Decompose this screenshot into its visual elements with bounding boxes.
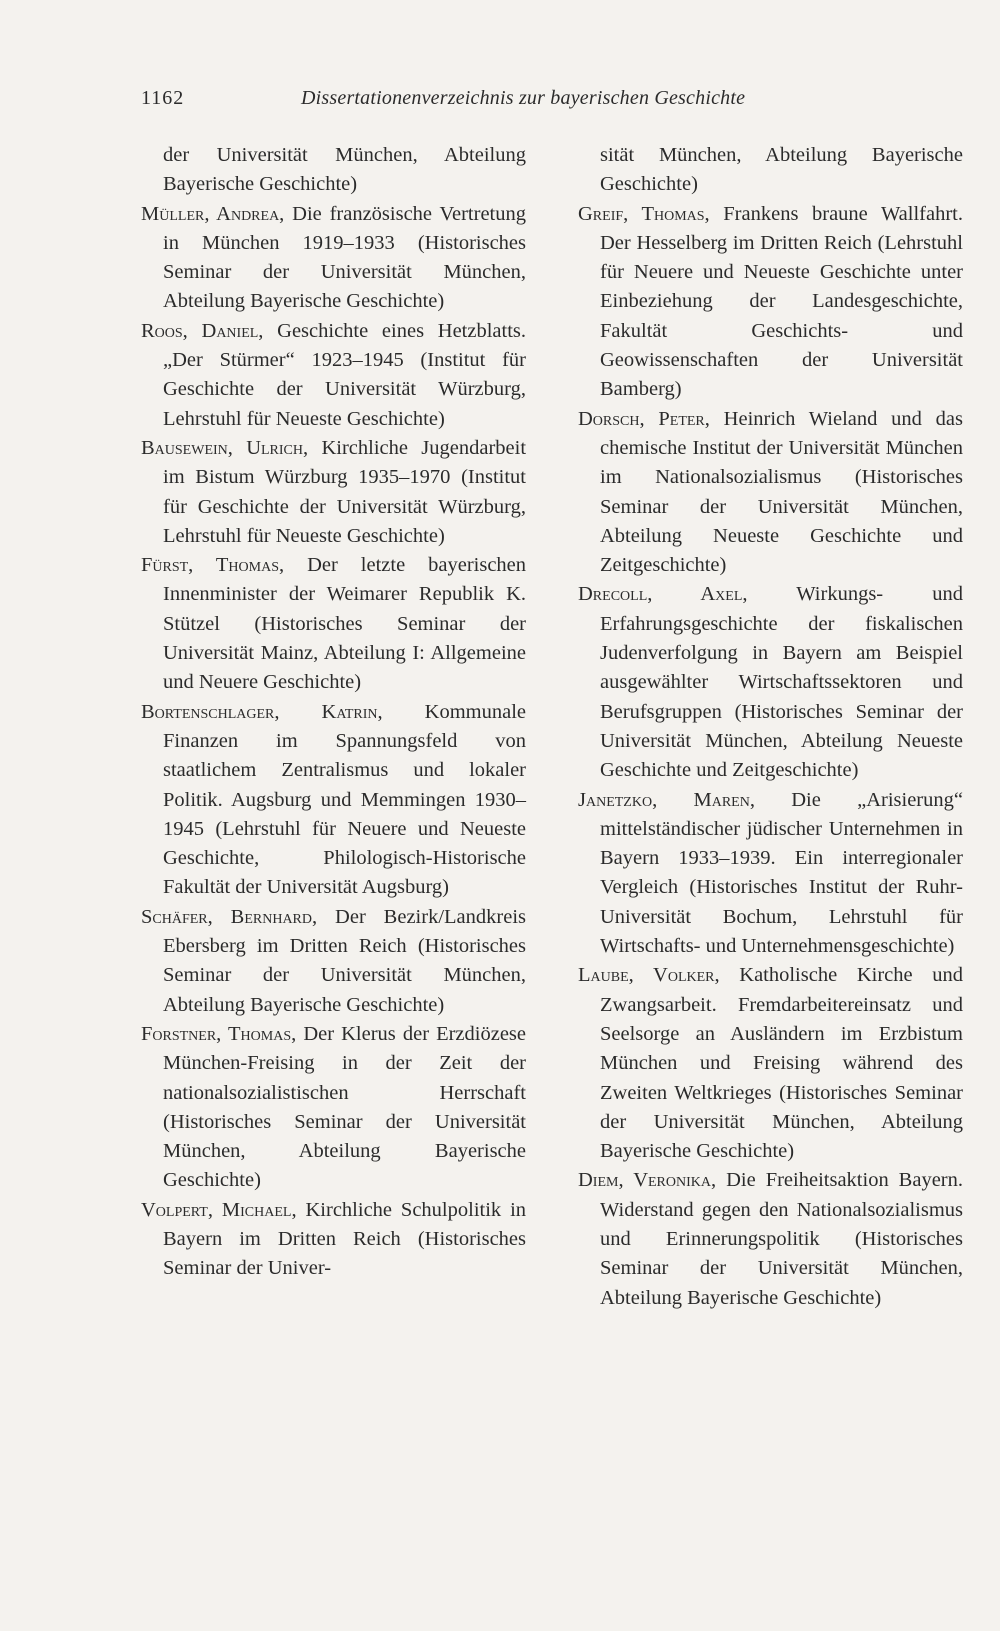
entry-text: Kirchliche Schulpolitik in Bayern im Dritten Reich (Historisches Seminar der Univer-: [163, 1198, 527, 1280]
entry-text: Der Klerus der Erzdiözese München-Freising in der Zeit der nationalsozialistischen Herrschaft (Historisches Seminar der Universität München, Abteilung Bayerische Geschichte): [163, 1022, 527, 1192]
bibliography-entry: [141, 200, 526, 317]
entry-text: Katholische Kirche und Zwangsarbeit. Fremdarbeitereinsatz und Seelsorge an Ausländern im Erzbistum München und Freising während des Zweiten Weltkrieges (Historisches Seminar der Universität München, Abteilung Bayerische Geschichte): [600, 964, 963, 1163]
bibliography-entry: [141, 434, 526, 551]
entry-author: Janetzko, Maren,: [578, 788, 755, 811]
running-title: Dissertationenverzeichnis zur bayerischen Geschichte: [301, 87, 746, 109]
entry-author: Müller, Andrea,: [141, 202, 285, 225]
continuation-text: sität München, Abteilung Bayerische Geschichte): [600, 144, 963, 196]
page-header: [141, 83, 796, 113]
entry-text: Wirkungs- und Erfahrungsgeschichte der fiskalischen Judenverfolgung in Bayern am Beispiel ausgewählter Wirtschaftssektoren und Berufsgruppen (Historisches Seminar der Universität München, Abteilung Neueste Geschichte und Zeitgeschichte): [600, 583, 963, 782]
entry-author: Volpert, Michael,: [141, 1198, 297, 1221]
bibliography-entry: [141, 903, 526, 1020]
entry-author: Schäfer, Bernhard,: [141, 905, 318, 928]
entry-author: Roos, Daniel,: [141, 319, 264, 342]
continuation-text: der Universität München, Abteilung Bayerische Geschichte): [163, 144, 526, 196]
bibliography-entry: [578, 1166, 963, 1312]
entry-text: Der Bezirk/Landkreis Ebersberg im Dritten Reich (Historisches Seminar der Universität München, Abteilung Bayerische Geschichte): [163, 905, 526, 1016]
bibliography-entry: [141, 551, 526, 697]
entry-author: Dorsch, Peter,: [578, 407, 710, 430]
bibliography-entry: [141, 1020, 526, 1196]
bibliography-entry: [578, 961, 963, 1166]
left-column: [141, 141, 526, 1284]
entry-author: Fürst, Thomas,: [141, 554, 285, 577]
page-number: 1162: [141, 87, 185, 109]
entry-author: Drecoll, Axel,: [578, 583, 748, 606]
entry-text: Heinrich Wieland und das chemische Institut der Universität München im Nationalsozialismus (Historisches Seminar der Universität München, Abteilung Neueste Geschichte und Zeitgeschichte): [600, 407, 964, 577]
entry-text: Kommunale Finanzen im Spannungsfeld von staatlichem Zentralismus und lokaler Politik. Augsburg und Memmingen 1930–1945 (Lehrstuhl für Neuere und Neueste Geschichte, Philologisch-Historische Fakultät der Universität Augsburg): [163, 700, 527, 899]
entry-text: Die „Arisierung“ mittelständischer jüdischer Unternehmen in Bayern 1933–1939. Ein interregionaler Vergleich (Historisches Institut der Ruhr-Universität Bochum, Lehrstuhl für Wirtschafts- und Unternehmensgeschichte): [600, 788, 963, 958]
bibliography-entry: [578, 580, 963, 785]
entry-text: Der letzte bayerischen Innenminister der Weimarer Republik K. Stützel (Historisches Seminar der Universität Mainz, Abteilung I: Allgemeine und Neuere Geschichte): [163, 554, 527, 694]
entry-text: Geschichte eines Hetzblatts. „Der Stürmer“ 1923–1945 (Institut für Geschichte der Universität Würzburg, Lehrstuhl für Neueste Geschichte): [163, 319, 526, 430]
right-column: [578, 141, 963, 1313]
entry-author: Greif, Thomas,: [578, 202, 710, 225]
bibliography-entry: [578, 786, 963, 962]
bibliography-entry: [141, 317, 526, 434]
bibliography-entry: [141, 698, 526, 903]
bibliography-entry: [578, 200, 963, 405]
entry-text: Kirchliche Jugendarbeit im Bistum Würzburg 1935–1970 (Institut für Geschichte der Universität Würzburg, Lehrstuhl für Neueste Geschichte): [163, 436, 527, 547]
entry-author: Bortenschlager, Katrin,: [141, 700, 383, 723]
bibliography-entry: [578, 405, 963, 581]
entry-author: Bausewein, Ulrich,: [141, 436, 309, 459]
entry-author: Forstner, Thomas,: [141, 1022, 297, 1045]
entry-author: Laube, Volker,: [578, 964, 720, 987]
bibliography-entry: [141, 1196, 526, 1284]
entry-text: Frankens braune Wallfahrt. Der Hesselberg im Dritten Reich (Lehrstuhl für Neuere und Neueste Geschichte unter Einbeziehung der Landesgeschichte, Fakultät Geschichts- und Geowissenschaften der Universität Bamberg): [600, 202, 963, 401]
entry-text: Die Freiheitsaktion Bayern. Widerstand gegen den Nationalsozialismus und Erinnerungspolitik (Historisches Seminar der Universität München, Abteilung Bayerische Geschichte): [600, 1169, 963, 1309]
entry-author: Diem, Veronika,: [578, 1169, 717, 1192]
entry-text: Die französische Vertretung in München 1919–1933 (Historisches Seminar der Universität München, Abteilung Bayerische Geschichte): [163, 202, 526, 313]
